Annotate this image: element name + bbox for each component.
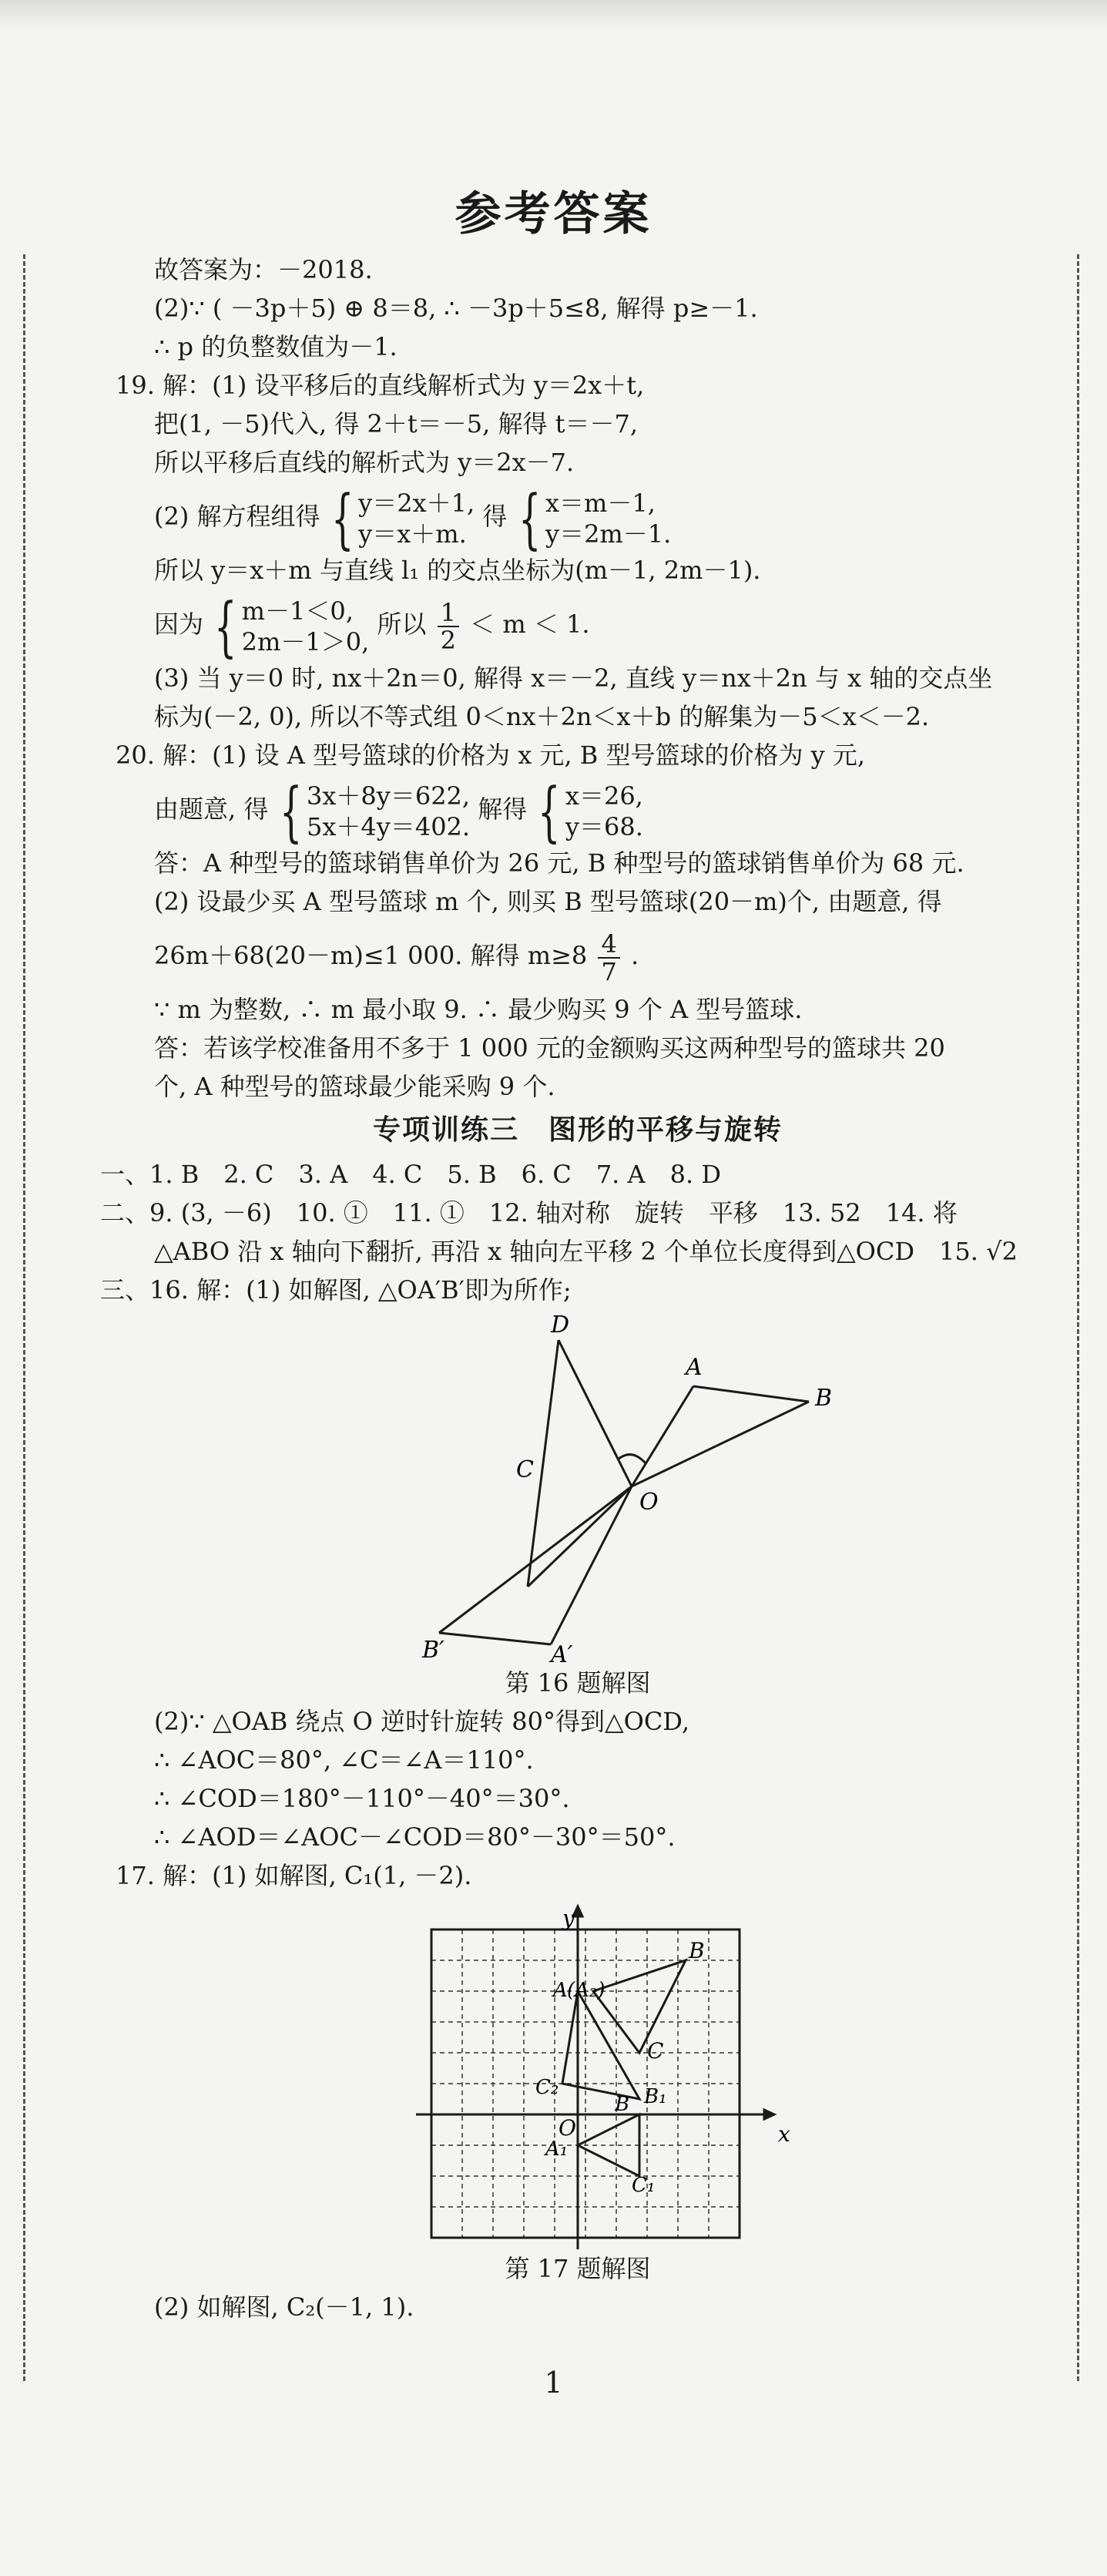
equation-line [100,773,1055,849]
text: 得 [482,502,508,531]
text-line: 19. 解：(1) 设平移后的直线解析式为 y＝2x＋t, [116,371,645,400]
label-y: y [562,1906,575,1931]
label-a-prime: A′ [551,1641,573,1664]
triangle-a2b1c2 [562,1991,639,2099]
label-b1: B₁ [644,2085,667,2108]
text: 由题意, 得 [154,794,269,824]
text: (2) 解方程组得 [154,502,320,531]
text-line: 二、9. (3, －6) 10. ① 11. ① 12. 轴对称 旋转 平移 13. 52 14. 将 [100,1198,958,1228]
figure-16-diagram [100,1309,1055,1664]
equation-line [100,480,1055,556]
text-line: 20. 解：(1) 设 A 型号篮球的价格为 x 元, B 型号篮球的价格为 y 元, [116,741,866,770]
page-top-shade [0,0,1107,31]
inequality-system: { m－1＜0, 2m－1＞0, [214,588,370,664]
figure-17 [100,1895,1055,2249]
label-c: C [516,1456,534,1483]
label-a1: A₁ [545,2138,569,2161]
text-line: 一、1. B 2. C 3. A 4. C 5. B 6. C 7. A 8. D [100,1160,721,1189]
label-a: A [686,1354,703,1381]
text: ＜ m ＜ 1. [470,610,590,639]
text-line: 故答案为：－2018. [154,255,373,284]
label-c2: C₂ [535,2076,559,2099]
text-line: ∴ p 的负整数值为－1. [154,332,398,361]
label-b-prime: B′ [422,1637,444,1664]
label-b-small: B [615,2093,630,2116]
fraction [438,599,459,653]
fraction [598,931,619,985]
text-line: ∴ ∠COD＝180°－110°－40°＝30°. [154,1784,570,1813]
eq-row: x＝26, [565,781,643,811]
text-line: ∴ ∠AOC＝80°, ∠C＝∠A＝110°. [154,1745,534,1775]
text: . [630,941,639,970]
numerator: 1 [438,599,459,627]
label-x: x [778,2121,790,2147]
equation-system: { x＝26, y＝68. [538,773,643,849]
label-b: B [689,1938,705,1963]
eq-row: y＝x＋m. [358,519,467,549]
text: 因为 [154,610,204,639]
segment-bp-ap [439,1633,551,1644]
segment-co [528,1486,632,1587]
text-line: 个, A 种型号的篮球最少能采购 9 个. [154,1072,555,1101]
eq-row: x＝m－1, [545,488,656,518]
figure-17-grid [100,1895,1055,2249]
text-line: ∵ m 为整数, ∴ m 最小取 9. ∴ 最少购买 9 个 A 型号篮球. [154,995,803,1024]
label-o: O [639,1489,659,1516]
eq-row: 2m－1＞0, [241,626,370,657]
section-title: 专项训练三 图形的平移与旋转 [372,1114,783,1146]
triangle-abc [593,1960,686,2053]
answer-content [100,250,1055,2326]
text-line: 标为(－2, 0), 所以不等式组 0＜nx＋2n＜x＋b 的解集为－5＜x＜－2. [154,702,930,731]
page-title: 参考答案 [455,187,652,241]
eq-row: m－1＜0, [241,596,354,626]
text-line: (2)∵ △OAB 绕点 O 逆时针旋转 80°得到△OCD, [154,1707,689,1736]
text-line: 三、16. 解：(1) 如解图, △OA′B′即为所作; [100,1275,572,1305]
binding-dash-left [23,254,25,2381]
figure-17-caption: 第 17 题解图 [505,2254,651,2283]
denominator: 2 [440,625,456,655]
text-line: (3) 当 y＝0 时, nx＋2n＝0, 解得 x＝－2, 直线 y＝nx＋2n 与 x 轴的交点坐 [154,663,993,693]
eq-row: y＝2m－1. [545,519,672,549]
equation-system: { y＝2x＋1, y＝x＋m. [330,480,475,556]
segment-ap-o [551,1486,632,1644]
equation-line [100,588,1055,664]
text-line: 答：若该学校准备用不多于 1 000 元的金额购买这两种型号的篮球共 20 [154,1033,945,1063]
text: 所以 [377,610,427,639]
text-line: 把(1, －5)代入, 得 2＋t＝－5, 解得 t＝－7, [154,409,639,438]
label-a2: (A₂) [567,1979,605,2002]
segment-ab [693,1386,809,1402]
segment-ob-prime [439,1486,632,1633]
text-line: (2) 设最少买 A 型号篮球 m 个, 则买 B 型号篮球(20－m)个, 由题意, 得 [154,887,942,916]
denominator: 7 [601,956,617,986]
label-b: B [815,1385,833,1412]
equation-system: { x＝m－1, y＝2m－1. [518,480,672,556]
text-line: ∴ ∠AOD＝∠AOC－∠COD＝80°－30°＝50°. [154,1822,676,1852]
text-line: 所以 y＝x＋m 与直线 l₁ 的交点坐标为(m－1, 2m－1). [154,556,761,585]
label-d: D [551,1312,570,1338]
eq-row: 5x＋4y＝402. [306,811,471,841]
text-line: 答：A 种型号的篮球销售单价为 26 元, B 种型号的篮球销售单价为 68 元. [154,848,964,878]
binding-dash-right [1077,254,1079,2381]
eq-row: y＝68. [565,811,643,841]
text: 26m＋68(20－m)≤1 000. 解得 m≥8 [154,941,588,970]
text-line: (2)∵ ( －3p＋5) ⊕ 8＝8, ∴ －3p＋5≤8, 解得 p≥－1. [154,294,758,323]
figure-16 [100,1309,1055,1664]
eq-row: 3x＋8y＝622, [306,781,471,811]
label-c: C [647,2038,664,2064]
text-line: (2) 如解图, C₂(－1, 1). [154,2292,414,2322]
equation-line [100,921,1055,990]
text: 解得 [478,794,528,824]
eq-row: y＝2x＋1, [358,488,475,518]
numerator: 4 [598,931,619,959]
angle-arc [618,1455,646,1463]
label-c1: C₁ [632,2174,656,2197]
page-number: 1 [544,2366,563,2400]
label-a: A [553,1979,568,2002]
figure-16-caption: 第 16 题解图 [505,1668,651,1698]
equation-system: { 3x＋8y＝622, 5x＋4y＝402. [279,773,471,849]
text-line: △ABO 沿 x 轴向下翻折, 再沿 x 轴向左平移 2 个单位长度得到△OCD 15. √2 [154,1237,1018,1266]
segment-dc [559,1340,632,1486]
x-axis-arrow [764,2110,774,2119]
text-line: 17. 解：(1) 如解图, C₁(1, －2). [116,1861,472,1890]
text-line: 所以平移后直线的解析式为 y＝2x－7. [154,448,575,477]
label-o: O [559,2115,576,2141]
